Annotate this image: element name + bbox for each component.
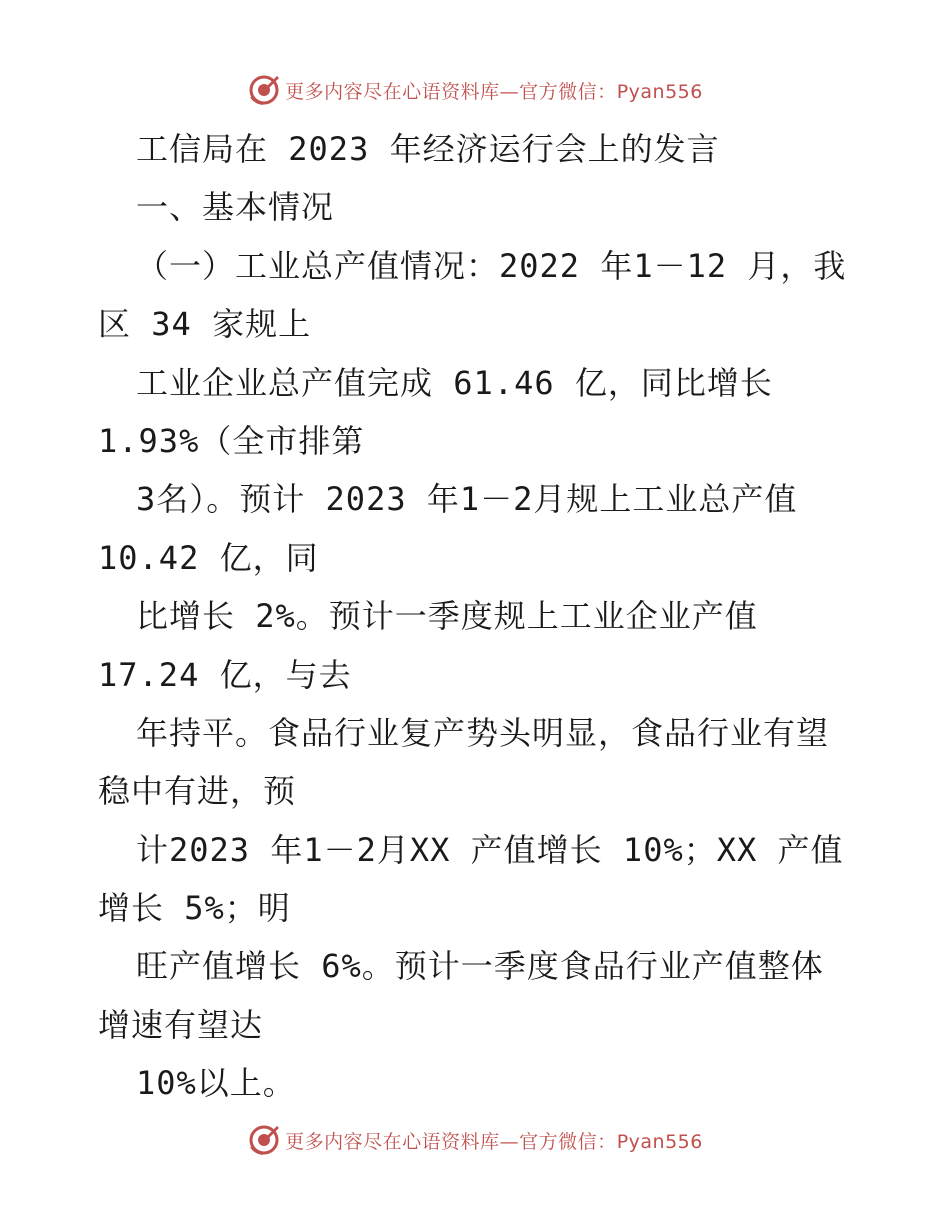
paragraph-line: 工业企业总产值完成 61.46 亿，同比增长: [136, 363, 773, 402]
banner-text: [285, 1127, 703, 1154]
banner-text: [285, 77, 703, 104]
banner-dash: —: [499, 80, 520, 103]
banner-suffix: 官方微信：: [519, 1130, 617, 1153]
paragraph-line: 增速有望达: [98, 1005, 264, 1044]
paragraph-line: 稳中有进，预: [98, 772, 297, 811]
paragraph-line: 年持平。食品行业复产势头明显，食品行业有望: [136, 713, 830, 752]
header-banner: [0, 70, 950, 110]
footer-banner: [0, 1120, 950, 1160]
paragraph-line: 10.42 亿，同: [98, 538, 319, 577]
paragraph-line: 17.24 亿，与去: [98, 655, 352, 694]
paragraph-line: 区 34 家规上: [98, 305, 312, 344]
paragraph-line: （一）工业总产值情况：2022 年1－12 月，我: [136, 246, 847, 285]
banner-wechat: Pyan556: [616, 1130, 703, 1153]
banner-title: 更多内容尽在心语资料库: [285, 80, 500, 103]
document-body: [98, 120, 898, 1113]
pen-nib-circle-icon: [247, 1123, 281, 1157]
paragraph-line: 10%以上。: [136, 1064, 296, 1103]
banner-wechat: Pyan556: [616, 80, 703, 103]
paragraph-line: 1.93%（全市排第: [98, 421, 365, 460]
paragraph-line: 旺产值增长 6%。预计一季度食品行业产值整体: [136, 947, 824, 986]
banner-title: 更多内容尽在心语资料库: [285, 1130, 500, 1153]
paragraph-line: 计2023 年1－2月XX 产值增长 10%；XX 产值: [136, 830, 844, 869]
section-heading: 一、基本情况: [136, 188, 335, 227]
document-title: 工信局在 2023 年经济运行会上的发言: [136, 130, 720, 168]
banner-dash: —: [499, 1130, 520, 1153]
paragraph-line: 3名）。预计 2023 年1－2月规上工业总产值: [136, 480, 798, 519]
banner-suffix: 官方微信：: [519, 80, 617, 103]
pen-nib-circle-icon: [247, 73, 281, 107]
paragraph-line: 增长 5%；明: [98, 889, 291, 928]
paragraph-line: 比增长 2%。预计一季度规上工业企业产值: [136, 597, 758, 636]
